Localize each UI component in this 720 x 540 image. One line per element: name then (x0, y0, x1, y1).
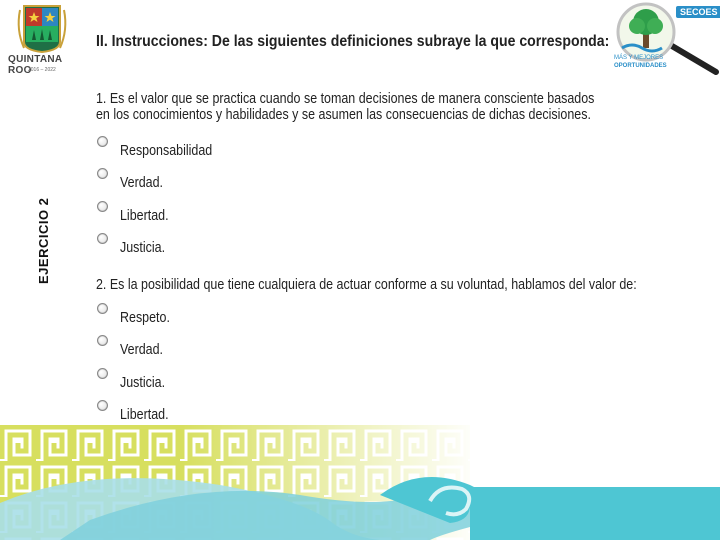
logo-left-name: QUINTANA ROO (8, 54, 63, 76)
radio-button[interactable] (97, 136, 108, 147)
option-label: Verdad. (120, 342, 163, 358)
question-2-text: 2. Es la posibilidad que tiene cualquiera de actuar conforme a su voluntad, hablamos del valor de: (96, 277, 637, 293)
exercise-side-label: EJERCICIO 2 (36, 197, 51, 284)
option-label: Justicia. (120, 240, 166, 256)
option-label: Verdad. (120, 175, 163, 191)
radio-button[interactable] (97, 400, 108, 411)
secoes-tagline-bottom: OPORTUNIDADES (614, 63, 667, 69)
decorative-wave-footer (0, 425, 720, 540)
option-label: Libertad. (120, 407, 169, 423)
secoes-logo (612, 2, 720, 76)
radio-button[interactable] (97, 368, 108, 379)
radio-button[interactable] (97, 335, 108, 346)
question-1-text: 1. Es el valor que se practica cuando se toman decisiones de manera consciente basados en los conocimientos y habilidades y se asumen las consecuencias de dichas decisiones. (96, 91, 595, 123)
logo-left-subtext: 2016 – 2022 (28, 67, 56, 73)
secoes-tagline-top: MÁS Y MEJORES (614, 55, 664, 61)
option-label: Responsabilidad (120, 143, 213, 159)
instructions-heading: II. Instrucciones: De las siguientes definiciones subraye la que corresponda: (96, 33, 610, 50)
option-label: Libertad. (120, 208, 169, 224)
radio-button[interactable] (97, 233, 108, 244)
radio-button[interactable] (97, 303, 108, 314)
radio-button[interactable] (97, 168, 108, 179)
quintana-roo-logo (2, 2, 82, 76)
radio-button[interactable] (97, 201, 108, 212)
option-label: Justicia. (120, 375, 166, 391)
option-label: Respeto. (120, 310, 170, 326)
secoes-name: SECOES (676, 6, 720, 18)
